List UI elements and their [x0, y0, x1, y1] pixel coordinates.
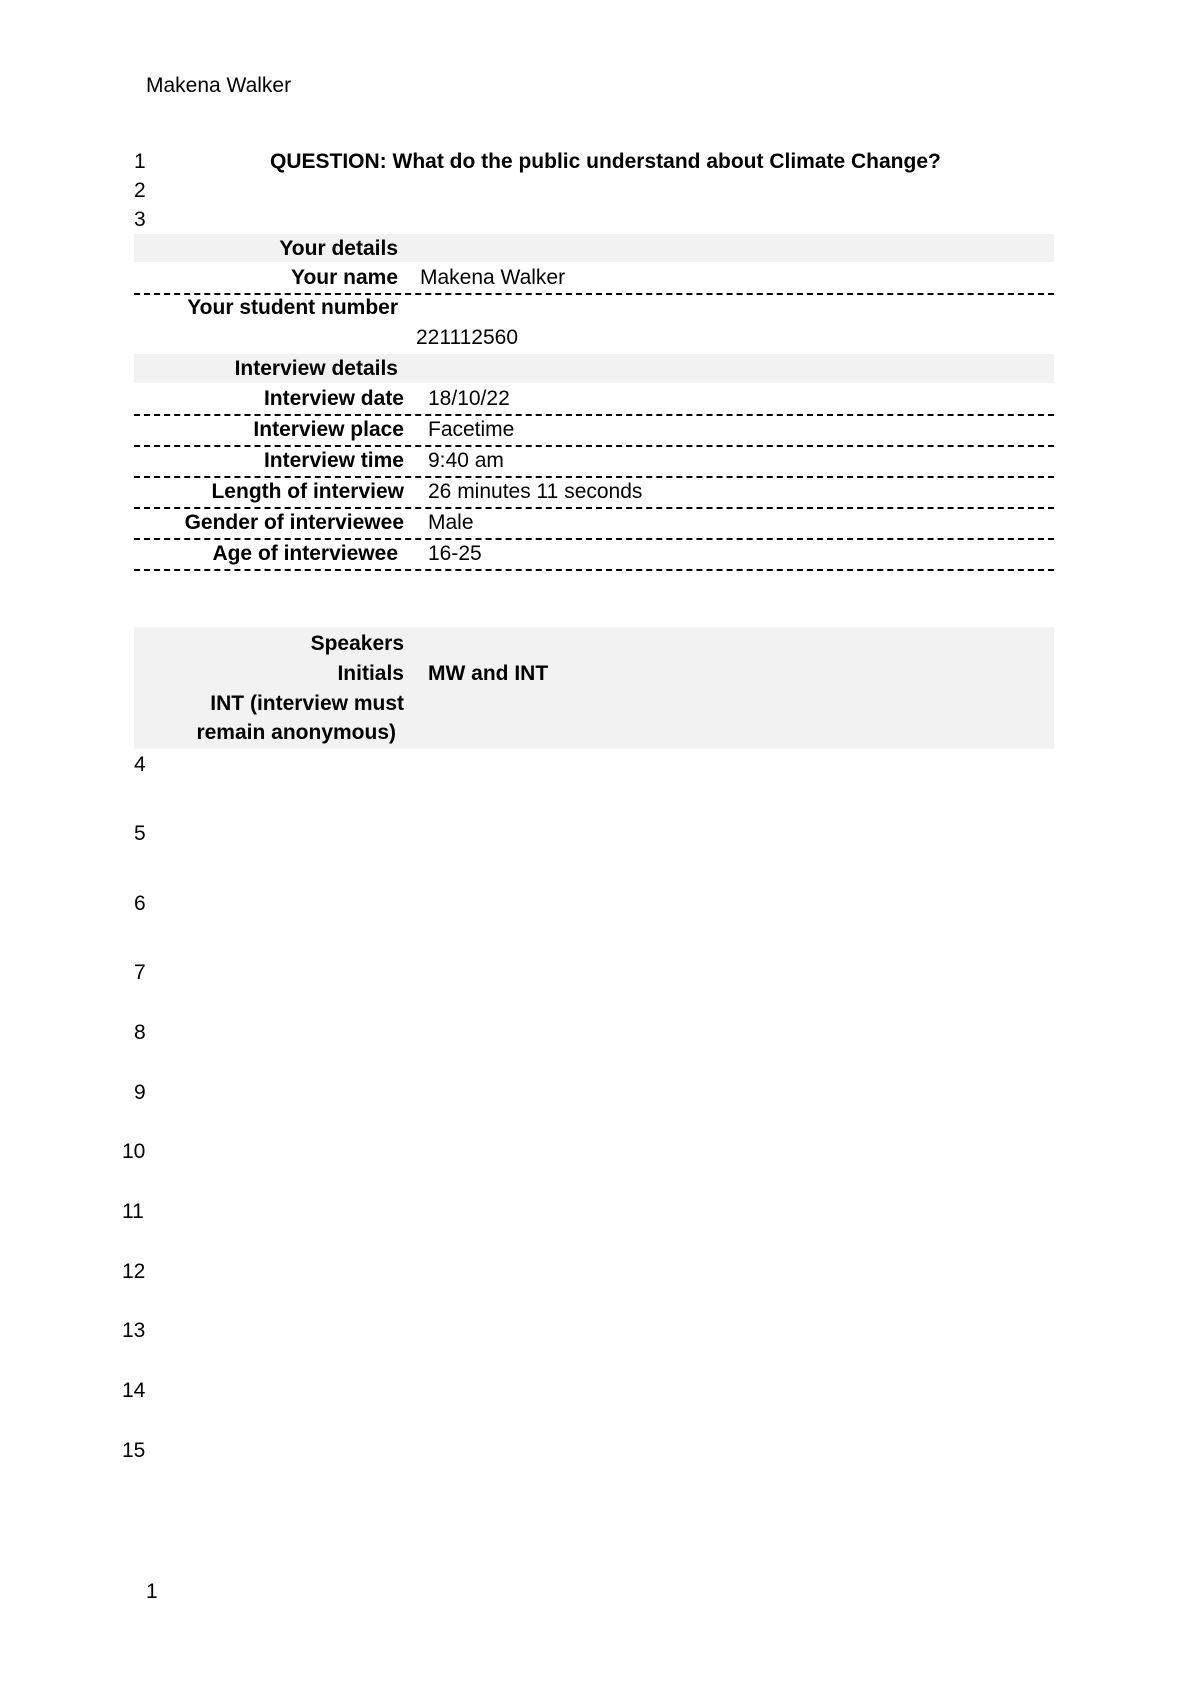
interviewee-age-value: 16-25 — [428, 542, 482, 565]
row-rule — [134, 445, 1054, 447]
line-number-10: 10 — [122, 1140, 146, 1163]
line-number-12: 12 — [122, 1260, 146, 1283]
student-number-value: 221112560 — [416, 326, 518, 349]
interview-length-label: Length of interview — [211, 480, 404, 503]
interview-length-value: 26 minutes 11 seconds — [428, 480, 643, 503]
line-number-1: 1 — [134, 150, 146, 173]
line-number-2: 2 — [134, 179, 146, 202]
line-number-8: 8 — [134, 1021, 146, 1044]
anonymity-note-line-1: INT (interview must — [210, 692, 404, 715]
line-number-6: 6 — [134, 892, 146, 915]
page-number: 1 — [146, 1580, 158, 1603]
line-number-11: 11 — [122, 1200, 144, 1223]
your-details-band — [134, 234, 1054, 262]
interview-time-value: 9:40 am — [428, 449, 504, 472]
interview-time-label: Interview time — [263, 449, 404, 472]
line-number-5: 5 — [134, 822, 146, 845]
row-rule — [134, 476, 1054, 478]
your-name-label: Your name — [291, 266, 398, 289]
row-rule — [134, 538, 1054, 540]
row-rule — [134, 569, 1054, 571]
interview-place-value: Facetime — [428, 418, 515, 441]
interview-date-label: Interview date — [263, 387, 404, 410]
interview-details-heading: Interview details — [234, 357, 398, 380]
line-number-7: 7 — [134, 961, 146, 984]
interview-date-value: 18/10/22 — [428, 387, 510, 410]
initials-value: MW and INT — [428, 662, 549, 685]
line-number-13: 13 — [122, 1319, 146, 1342]
interview-place-label: Interview place — [253, 418, 404, 441]
row-rule — [134, 507, 1054, 509]
your-name-value: Makena Walker — [420, 266, 566, 289]
speakers-heading: Speakers — [310, 632, 404, 655]
line-number-15: 15 — [122, 1439, 146, 1462]
interviewee-age-label: Age of interviewee — [212, 542, 398, 565]
your-details-heading: Your details — [279, 237, 398, 260]
header-author-name: Makena Walker — [146, 74, 292, 97]
line-number-3: 3 — [134, 208, 146, 231]
initials-label: Initials — [337, 662, 404, 685]
anonymity-note-line-2: remain anonymous) — [196, 721, 396, 744]
interviewee-gender-label: Gender of interviewee — [184, 511, 404, 534]
research-question: QUESTION: What do the public understand about Climate Change? — [270, 150, 941, 173]
row-rule — [134, 293, 1054, 295]
line-number-9: 9 — [134, 1081, 146, 1104]
line-number-14: 14 — [122, 1379, 146, 1402]
row-rule — [134, 414, 1054, 416]
line-number-4: 4 — [134, 753, 146, 776]
student-number-label: Your student number — [187, 296, 398, 319]
interviewee-gender-value: Male — [428, 511, 474, 534]
